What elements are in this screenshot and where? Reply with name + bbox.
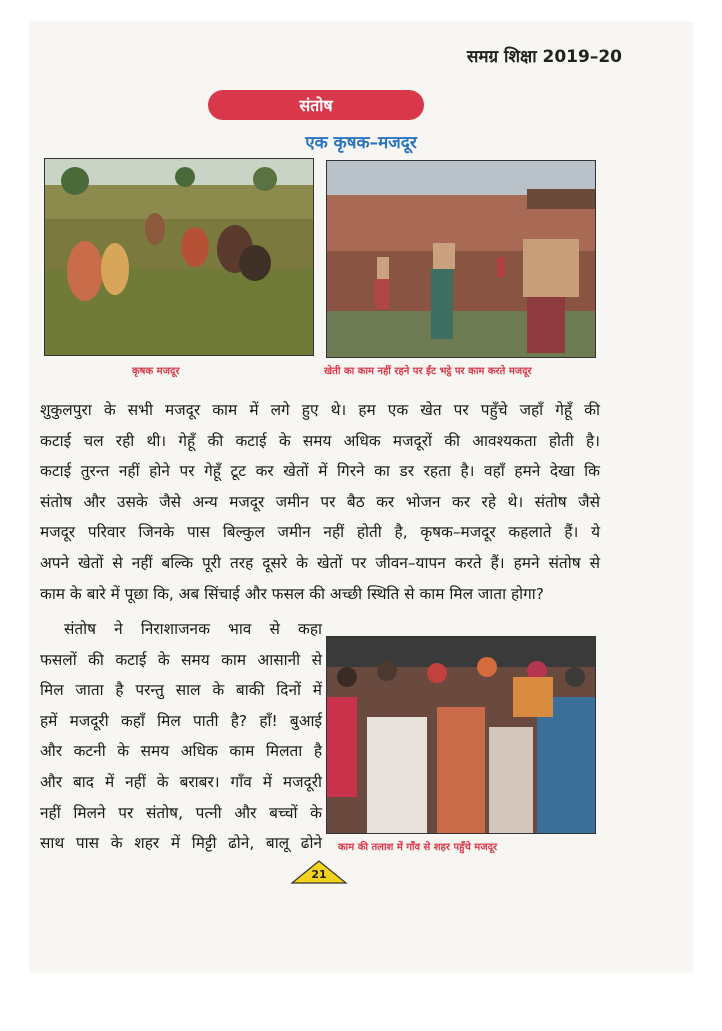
text-line: कटाई तुरन्त नहीं होने पर गेहूँ टूट कर खेतों में गिरने का डर रहता है। वहाँ हमने देखा कि (40, 462, 600, 481)
text-line: कटाई चल रही थी। गेहूँ की कटाई के समय अधिक मजदूरों की आवश्यकता होती है। (40, 431, 600, 450)
photo-caption-brick-kiln: खेती का काम नहीं रहने पर ईंट भट्ठे पर काम करते मजदूर (324, 366, 532, 377)
chapter-title: संतोष (208, 90, 424, 120)
text-line: अपने खेतों से नहीं बल्कि पूरी तरह दूसरे के खेतों पर जीवन–यापन करते हैं। हमने संतोष से (40, 553, 600, 572)
text-line: मजदूर परिवार जिनके पास बिल्कुल जमीन नहीं होती है, कृषक–मजदूर कहलाते हैं। ये (40, 523, 600, 542)
paragraph-santosh-reply (40, 614, 322, 859)
text-line: काम के बारे में पूछा कि, अब सिंचाई और फसल की अच्छी स्थिति से काम मिल जाता होगा? (40, 584, 544, 603)
photo-caption-laborers-in-city: काम की तलाश में गाँव से शहर पहुँचे मजदूर (338, 842, 498, 853)
photo-laborers-in-city (326, 636, 596, 834)
paragraph-intro (40, 395, 600, 609)
text-line: फसलों की कटाई के समय काम आसानी से (40, 650, 322, 669)
text-line: शुकुलपुरा के सभी मजदूर काम में लगे हुए थे। हम एक खेत पर पहुँचे जहाँ गेहूँ की (40, 401, 600, 419)
text-line: मिल जाता है परन्तु साल के बाकी दिनों में (40, 681, 322, 700)
text-line: संतोष और उसके जैसे अन्य मजदूर जमीन पर बैठ कर भोजन कर रहे थे। संतोष जैसे (40, 492, 600, 511)
text-line: साथ पास के शहर में मिट्टी ढोने, बालू ढोने (40, 834, 322, 853)
running-header: समग्र शिक्षा 2019–20 (466, 47, 622, 67)
page-number: 21 (311, 868, 327, 881)
text-line: संतोष ने निराशाजनक भाव से कहा (64, 620, 322, 638)
text-line: नहीं मिलने पर संतोष, पत्नी और बच्चों के (40, 803, 322, 822)
chapter-subtitle: एक कृषक–मजदूर (305, 133, 417, 153)
text-line: हमें मजदूरी कहाँ मिल पाती है? हाँ! बुआई (40, 711, 322, 730)
photo-brick-kiln (326, 160, 596, 358)
photo-caption-farm-laborers: कृषक मजदूर (132, 366, 180, 377)
text-line: और कटनी के समय अधिक काम मिलता है (40, 742, 322, 761)
photo-farm-laborers (44, 158, 314, 356)
page-number-badge (290, 860, 348, 884)
text-line: और बाद में नहीं के बराबर। गाँव में मजदूरी (40, 772, 322, 791)
